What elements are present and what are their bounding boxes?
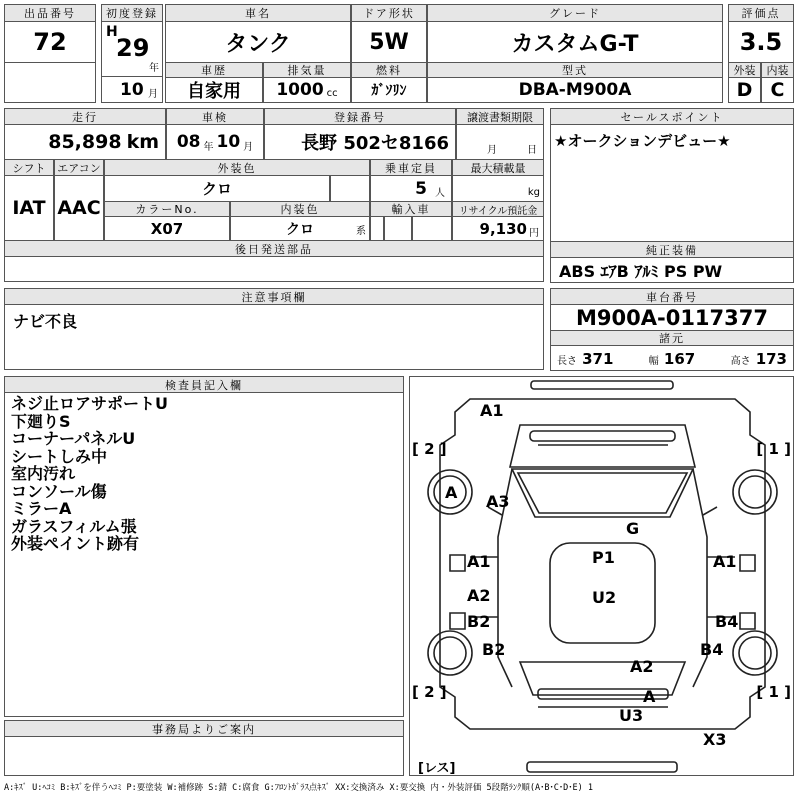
- note-line: ガラスフィルム張: [11, 516, 137, 536]
- mark-a2-left: A2: [467, 586, 491, 605]
- ext-header: 外装: [728, 62, 761, 78]
- reg-era: H: [106, 24, 118, 40]
- caution-text: ナビ不良: [13, 312, 78, 331]
- recycle-header: リサイクル預託金: [452, 201, 544, 217]
- fuel: ｶﾞｿﾘﾝ: [351, 77, 427, 103]
- car-name: タンク: [165, 21, 351, 63]
- import-cell-b: [384, 216, 412, 241]
- tag-front-right: [ 1 ]: [756, 440, 791, 458]
- mark-u3: U3: [619, 706, 644, 725]
- note-line: 下廻りS: [11, 411, 71, 431]
- mark-a1-left: A1: [467, 552, 491, 571]
- history-header: 車歴: [165, 62, 263, 78]
- length: 371: [582, 349, 614, 368]
- note-line: コーナーパネルU: [11, 429, 136, 448]
- specs-body: [550, 345, 794, 371]
- capacity-cell: [370, 175, 452, 202]
- ext-grade: D: [728, 77, 761, 103]
- import-header: 輸入車: [370, 201, 452, 217]
- tag-rear-left: [ 2 ]: [412, 683, 447, 701]
- mark-a2-rear: A2: [630, 657, 654, 676]
- chassis-header: 車台番号: [550, 288, 794, 305]
- sales-text: ★オークションデビュー★: [554, 132, 731, 150]
- mileage: 85,898: [48, 131, 122, 153]
- intcolor-unit: 系: [356, 226, 366, 237]
- mark-g: G: [626, 519, 640, 538]
- reg-header: 初度登録: [101, 4, 163, 22]
- name-header: 車名: [165, 4, 351, 22]
- reg-month-cell: [101, 76, 163, 103]
- inspection-cell: [166, 124, 264, 160]
- tag-rear-right: [ 1 ]: [756, 683, 791, 701]
- intcolor-header: 内装色: [230, 201, 370, 217]
- plate-number: 長野 502セ8166: [264, 124, 456, 160]
- body-color: クロ: [201, 180, 232, 198]
- insp-year: 08: [176, 132, 201, 152]
- lot-number: 72: [4, 21, 96, 63]
- transfer-day: 日: [527, 145, 537, 156]
- mark-u2: U2: [592, 588, 617, 607]
- int-grade: C: [761, 77, 794, 103]
- later-parts-header: 後日発送部品: [4, 240, 544, 257]
- mark-b2-lower: B2: [482, 640, 506, 659]
- int-header: 内装: [761, 62, 794, 78]
- door-header: ドア形状: [351, 4, 427, 22]
- history: 自家用: [165, 77, 263, 103]
- door-type: 5W: [351, 21, 427, 63]
- tag-les: [レス]: [418, 761, 456, 776]
- insp-month-unit: 月: [243, 141, 254, 153]
- insp-month: 10: [216, 132, 241, 152]
- reg-year-unit: 年: [149, 63, 159, 74]
- score-header: 評価点: [728, 4, 794, 22]
- width-label: 幅: [648, 355, 659, 367]
- plate-header: 登録番号: [264, 108, 456, 125]
- interior-color: クロ: [286, 221, 314, 238]
- height: 173: [755, 349, 787, 368]
- color-cell: [104, 175, 330, 202]
- recycle-cell: [452, 216, 544, 241]
- equipment-text: ABS ｴｱB ｱﾙﾐ PS PW: [559, 261, 723, 281]
- aircon: AAC: [54, 175, 104, 241]
- caution-body: [4, 304, 544, 370]
- fuel-header: 燃料: [351, 62, 427, 78]
- note-line: コンソール傷: [11, 481, 107, 501]
- import-cell-c: [412, 216, 452, 241]
- grade: カスタムG-T: [427, 21, 723, 63]
- disp-cell: [263, 77, 351, 103]
- mark-b2-left: B2: [467, 612, 491, 631]
- import-cell-a: [370, 216, 384, 241]
- ac-header: エアコン: [54, 159, 104, 176]
- load-cell: [452, 175, 544, 202]
- mark-a-rear: A: [643, 687, 656, 706]
- color-number: X07: [104, 216, 230, 241]
- shift: IAT: [4, 175, 54, 241]
- mark-a3: A3: [486, 492, 510, 511]
- damage-diagram: [409, 376, 794, 776]
- capacity-header: 乗車定員: [370, 159, 452, 176]
- sales-body: [550, 124, 794, 242]
- office-body: [4, 736, 404, 776]
- office-header: 事務局よりご案内: [4, 720, 404, 737]
- reg-year: 29: [116, 34, 150, 62]
- load-header: 最大積載量: [452, 159, 544, 176]
- insp-year-unit: 年: [203, 141, 214, 153]
- model-header: 型式: [427, 62, 723, 78]
- caution-header: 注意事項欄: [4, 288, 544, 305]
- note-line: ネジ止ロアサポートU: [11, 394, 168, 413]
- transfer-cell: [456, 124, 544, 160]
- equipment-body: [550, 257, 794, 283]
- note-line: シートしみ中: [11, 446, 108, 466]
- load-unit: kg: [527, 187, 540, 198]
- tag-front-left: [ 2 ]: [412, 440, 447, 458]
- mark-p1: P1: [592, 548, 615, 567]
- mark-b4-lower: B4: [700, 640, 724, 659]
- legend: A:ｷｽﾞ U:ﾍｺﾐ B:ｷｽﾞを伴うﾍｺﾐ P:要塗装 W:補修跡 S:錆 C:腐食 G:ﾌﾛﾝﾄｶﾞﾗｽ点ｷｽﾞ XX:交換済み X:要交換 内・外装評価 5段階ﾗﾝｸ順(A･B･C･D･E) 1: [4, 783, 593, 793]
- chassis-number: M900A-0117377: [550, 304, 794, 331]
- mileage-cell: [4, 124, 166, 160]
- inspector-header: 検査員記入欄: [4, 376, 404, 393]
- reg-month: 10: [120, 80, 144, 100]
- mileage-unit: km: [126, 131, 159, 153]
- intcolor-cell: [230, 216, 370, 241]
- recycle-fee: 9,130: [479, 219, 527, 238]
- sales-header: セールスポイント: [550, 108, 794, 125]
- reg-year-cell: [101, 21, 163, 77]
- lot-header: 出品番号: [4, 4, 96, 22]
- transfer-header: 譲渡書類期限: [456, 108, 544, 125]
- note-line: 室内汚れ: [11, 464, 76, 483]
- length-label: 長さ: [557, 355, 577, 367]
- inspection-header: 車検: [166, 108, 264, 125]
- later-parts-body: [4, 256, 544, 282]
- lot-blank: [4, 62, 96, 103]
- disp-header: 排気量: [263, 62, 351, 78]
- score: 3.5: [728, 21, 794, 63]
- transfer-month: 月: [487, 145, 497, 156]
- mark-x3: X3: [703, 730, 727, 749]
- reg-month-unit: 月: [148, 89, 158, 100]
- mark-b4-right: B4: [715, 612, 739, 631]
- capacity: 5: [415, 178, 427, 199]
- disp-unit: cc: [326, 87, 338, 99]
- mark-a1-right: A1: [713, 552, 737, 571]
- note-line: ミラーA: [11, 499, 72, 518]
- equipment-header: 純正装備: [550, 241, 794, 258]
- specs-header: 諸元: [550, 330, 794, 346]
- shift-header: シフト: [4, 159, 54, 176]
- mark-a1-top: A1: [480, 401, 504, 420]
- model-code: DBA-M900A: [427, 77, 723, 103]
- grade-header: グレード: [427, 4, 723, 22]
- car-outline: [410, 377, 794, 776]
- recycle-unit: 円: [529, 227, 539, 239]
- color-extra: [330, 175, 370, 202]
- color-header: 外装色: [104, 159, 370, 176]
- inspector-body: [4, 392, 404, 717]
- note-line: 外装ペイント跡有: [11, 534, 140, 553]
- displacement: 1000: [276, 80, 324, 100]
- width: 167: [663, 349, 696, 368]
- height-label: 高さ: [730, 355, 751, 367]
- colorno-header: カラーNo.: [104, 201, 230, 217]
- mark-a-wheel: A: [445, 483, 458, 502]
- mileage-header: 走行: [4, 108, 166, 125]
- capacity-unit: 人: [435, 188, 445, 199]
